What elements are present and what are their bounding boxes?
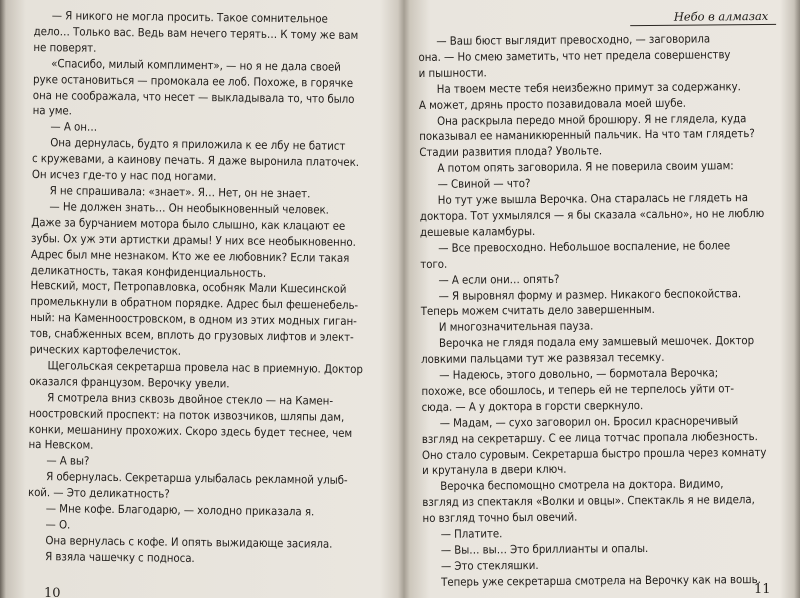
- text-line: она не соображала, что несет — выкладывала то, что было: [32, 87, 355, 106]
- text-line: Оно стало суровым. Секретарша быстро прошла через комнату: [421, 444, 767, 462]
- running-head-title: Небо в алмазах: [673, 8, 769, 24]
- text-line: — Не должен знать… Он необыкновенный человек.: [49, 199, 330, 217]
- text-line: рических картофелечисток.: [29, 342, 182, 358]
- text-line: с кружевами, а каинову печать. Я даже выронила платочек.: [31, 151, 360, 170]
- text-line: И многозначительная пауза.: [438, 318, 594, 335]
- text-line: Она дернулась, будто я приложила к ее лбу не батист: [50, 135, 346, 154]
- text-line: на Невском.: [28, 437, 94, 453]
- text-line: тов, снабженных всем, вплоть до грузовых лифтов и элект-: [29, 326, 354, 345]
- text-line: Я смотрела вниз сквозь двойное стекло — на Камен-: [47, 389, 334, 408]
- text-line: — А если они… опять?: [438, 271, 560, 287]
- text-line: ный: на Каменноостровском, в одном из этих модных гиган-: [30, 310, 357, 329]
- text-line: не поверят.: [33, 39, 97, 55]
- text-line: похоже, все обошлось, и теперь ей не терпелось уйти от-: [421, 381, 735, 398]
- right-page: [418, 0, 781, 598]
- text-line: Щегольская секретарша провела нас в приемную. Доктор: [47, 358, 363, 376]
- text-line: Верочка не глядя подала ему замшевый мешочек. Доктор: [438, 333, 755, 351]
- text-line: сюда. — А у доктора в горсти сверкнуло.: [421, 397, 644, 414]
- text-line: — Мадам, — сухо заговорил он. Бросил красноречивый: [439, 412, 739, 430]
- page-number-right: 11: [754, 582, 771, 597]
- text-line: Он исчез где-то у нас под ногами.: [31, 167, 217, 184]
- text-line: показывал ее наманикюренный пальчик. На что там глядеть?: [419, 126, 755, 144]
- text-line: А может, дрянь просто позавидовала моей шубе.: [418, 95, 687, 112]
- text-line: Я не спрашивала: «знает». Я… Нет, он не знает.: [49, 183, 311, 201]
- text-line: Даже за бурчанием мотора было слышно, как клацают ее: [31, 214, 346, 233]
- text-line: и крутанула в двери ключ.: [422, 462, 567, 478]
- text-line: взгляд на секретаршу. С ее лица тотчас пропала любезность.: [421, 428, 758, 446]
- text-line: — А вы?: [46, 453, 90, 469]
- text-line: деликатность, такая конфиденциальность.: [30, 262, 267, 280]
- text-line: дело… Только вас. Ведь вам нечего терять… К тому же вам: [33, 23, 359, 42]
- text-line: руке остановиться — промокала ее лоб. Похоже, в горячке: [32, 71, 354, 90]
- text-line: дешевые каламбуры.: [419, 223, 536, 239]
- text-line: Верочка беспомощно смотрела на доктора. Видимо,: [440, 476, 724, 494]
- text-line: промелькнули в обратном порядке. Адрес был фешенебель-: [30, 294, 359, 313]
- text-line: Я обернулась. Секретарша улыбалась рекламной улыб-: [46, 469, 348, 488]
- text-line: — Это стекляшки.: [440, 557, 539, 573]
- text-line: на уме.: [32, 103, 72, 118]
- text-line: — Свиной — что?: [437, 176, 531, 191]
- text-line: ловкими пальцами тут же развязал тесемку.: [421, 349, 665, 367]
- left-page: [27, 0, 390, 598]
- text-line: — Я никого не могла просить. Такое сомнительное: [51, 8, 328, 26]
- text-line: доктора. Тот ухмылялся — я бы сказала «сально», но не люблю: [419, 205, 765, 223]
- text-line: Но тут уже вышла Верочка. Она старалась не глядеть на: [437, 190, 748, 207]
- text-line: но взгляд точно был овечий.: [422, 509, 578, 526]
- text-line: Я взяла чашечку с подноса.: [45, 548, 195, 565]
- text-line: оказался французом. Верочку увели.: [29, 373, 230, 391]
- text-line: Невский, мост, Петропавловка, особняк Мали Кшесинской: [30, 278, 347, 297]
- text-line: Адрес был мне незнаком. Кто же ее любовник? Если такая: [30, 246, 350, 265]
- text-line: — Ваш бюст выглядит превосходно, — заговорила: [436, 31, 711, 48]
- text-line: Теперь уже секретарша смотрела на Верочку как на вошь.: [441, 571, 761, 589]
- text-line: — Все превосходно. Небольшое воспаление, не более: [438, 238, 731, 255]
- text-line: она. — Но смею заметить, что нет предела совершенству: [418, 47, 731, 64]
- running-head-rule: [630, 24, 776, 26]
- text-line: конки, мешанину прохожих. Скоро здесь будет теснее, чем: [28, 421, 353, 440]
- text-line: кой. — Это деликатность?: [27, 485, 170, 501]
- text-line: — Надеюсь, этого довольно, — бормотала Верочка;: [439, 365, 719, 382]
- text-line: — Я выровнял форму и размер. Никакого беспокойства.: [438, 285, 742, 303]
- text-line: На твоем месте тебя неизбежно примут за содержанку.: [436, 78, 741, 96]
- text-line: Стадии развития плода? Увольте.: [419, 143, 603, 160]
- text-line: — Вы… вы… Это бриллианты и опалы.: [440, 541, 649, 557]
- text-line: ноостровский проспект: на поток извозчиков, шляпы дам,: [28, 405, 345, 424]
- text-line: — Платите.: [440, 526, 503, 541]
- text-line: зубы. Ох уж эти артистки драмы! У них все необыкновенно.: [31, 230, 356, 249]
- text-line: Она вернулась с кофе. И опять выжидающе засияла.: [45, 533, 333, 551]
- text-line: того.: [420, 256, 448, 271]
- text-line: — Мне кофе. Благодарю, — холодно приказала я.: [45, 501, 315, 519]
- text-line: Она раскрыла передо мной брошюру. Я не глядела, куда: [436, 110, 747, 128]
- text-line: — О.: [45, 517, 71, 532]
- text-line: и пышности.: [418, 65, 487, 80]
- text-line: «Спасибо, милый комплимент», — но я не дала своей: [51, 55, 341, 74]
- text-line: — А он…: [50, 119, 98, 135]
- text-line: А потом опять заговорила. Я не поверила своим ушам:: [437, 158, 734, 176]
- text-line: взгляд из спектакля «Волки и овцы». Спектакль я не видела,: [422, 492, 755, 510]
- text-line: Теперь можем считать дело завершенным.: [420, 302, 655, 319]
- page-number-left: 10: [44, 586, 61, 598]
- running-head: [418, 9, 776, 32]
